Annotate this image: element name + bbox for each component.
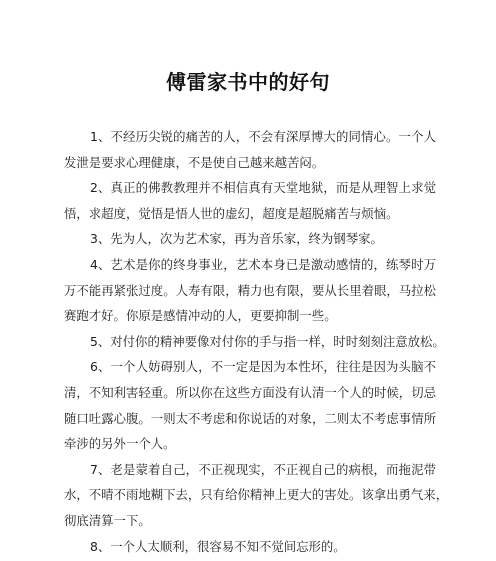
document-body xyxy=(64,124,449,559)
paragraph-2 xyxy=(64,175,436,226)
paragraph-line: 7、老是蒙着自己，不正视现实，不正视自己的病根，而拖泥带 xyxy=(90,461,436,477)
paragraph-line: 赛跑才好。你原是感情冲动的人，更要抑制一些。 xyxy=(64,308,337,324)
paragraph-line: 发泄是要求心理健康，不是使自己越来越苦闷。 xyxy=(64,154,325,170)
paragraph-line: 悟，求超度，觉悟是悟人世的虚幻，超度是超脱痛苦与烦恼。 xyxy=(64,205,399,221)
paragraph-line: 清，不知利害轻重。所以你在这些方面没有认清一个人的时候，切忌 xyxy=(64,384,436,400)
paragraph-1 xyxy=(64,124,436,175)
paragraph-5 xyxy=(64,329,445,355)
paragraph-line: 6、一个人妨碍别人，不一定是因为本性坏，往往是因为头脑不 xyxy=(90,359,436,375)
paragraph-line: 1、不经历尖锐的痛苦的人，不会有深厚博大的同情心。一个人 xyxy=(90,129,436,144)
paragraph-line: 牵涉的另外一个人。 xyxy=(64,436,176,452)
paragraph-3 xyxy=(64,226,436,252)
paragraph-line: 8、一个人太顺利，很容易不知不觉间忘形的。 xyxy=(90,538,346,554)
paragraph-line: 5、对付你的精神要像对付你的手与指一样，时时刻刻注意放松。 xyxy=(90,333,445,349)
paragraph-line: 4、艺术是你的终身事业，艺术本身已是激动感情的，练琴时万 xyxy=(90,256,436,272)
paragraph-line: 2、真正的佛教教理并不相信真有天堂地狱，而是从理智上求觉 xyxy=(90,180,436,196)
paragraph-8 xyxy=(64,534,436,560)
document-title: 傅雷家书中的好句 xyxy=(166,70,330,94)
paragraph-line: 3、先为人，次为艺术家，再为音乐家，终为钢琴家。 xyxy=(90,231,383,247)
paragraph-line: 彻底清算一下。 xyxy=(64,512,151,528)
paragraph-line: 万不能再紧张过度。人寿有限，精力也有限，要从长里着眼，马拉松 xyxy=(64,282,436,298)
paragraph-6 xyxy=(64,354,436,456)
paragraph-line: 水，不晴不雨地糊下去，只有给你精神上更大的害处。该拿出勇气来， xyxy=(64,487,449,503)
paragraph-4 xyxy=(64,252,436,329)
paragraph-line: 随口吐露心腹。一则太不考虑和你说话的对象，二则太不考虑事情所 xyxy=(64,410,436,426)
paragraph-7 xyxy=(64,457,449,534)
